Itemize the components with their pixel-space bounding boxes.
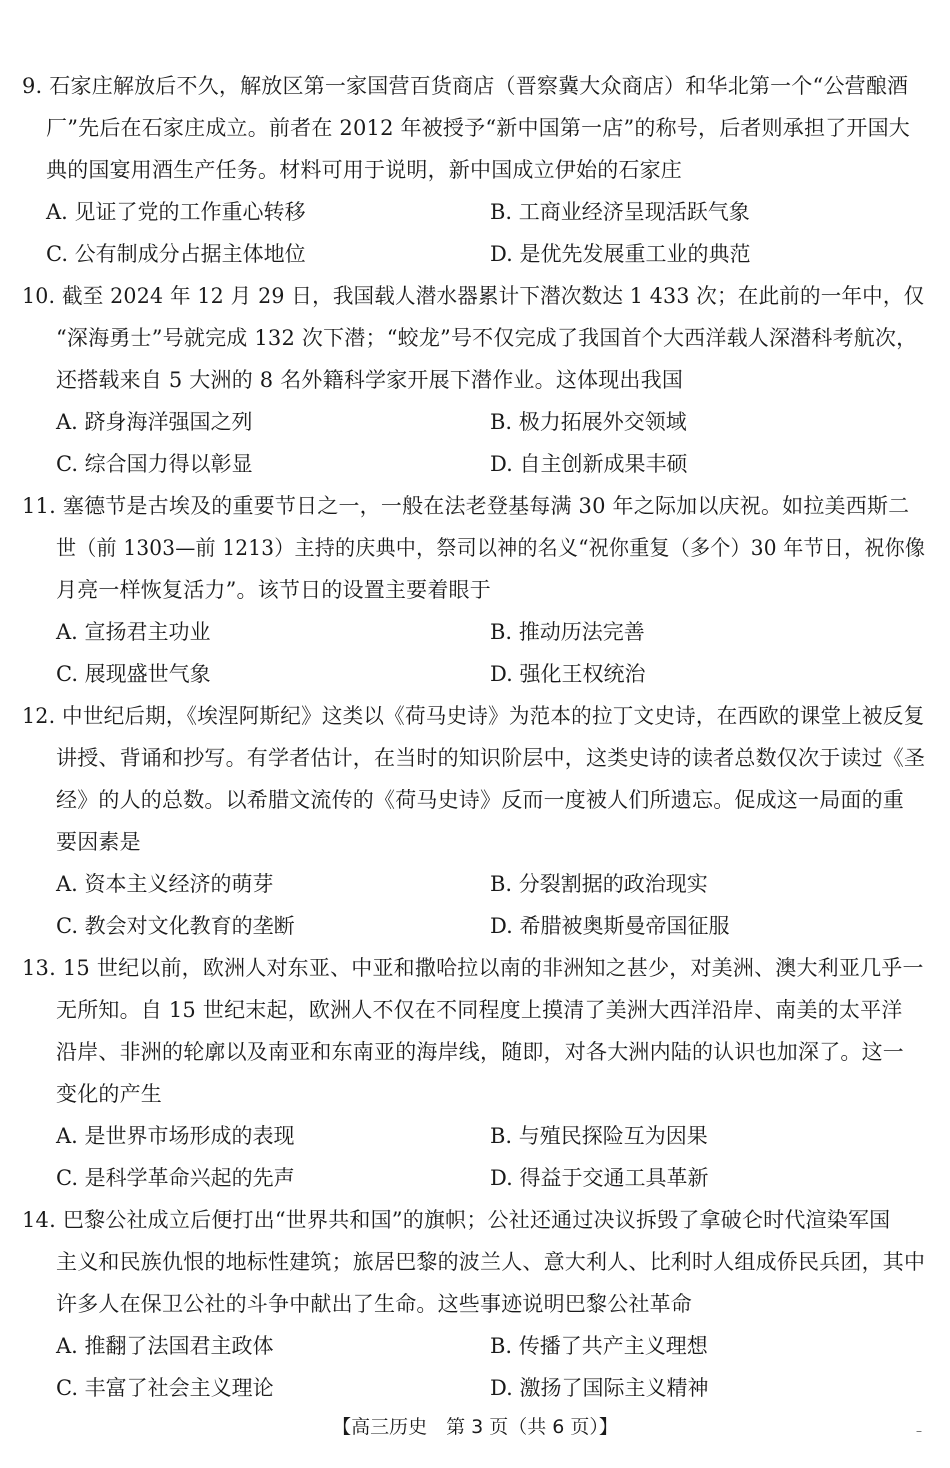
option-c: C. 教会对文化教育的垄断 xyxy=(56,914,295,938)
question-stem-line: 要因素是 xyxy=(56,830,141,854)
option-c: C. 展现盛世气象 xyxy=(56,662,211,686)
option-c: C. 是科学革命兴起的先声 xyxy=(56,1166,295,1190)
question-stem-line: 变化的产生 xyxy=(56,1082,162,1106)
option-d: D. 希腊被奥斯曼帝国征服 xyxy=(490,914,730,938)
option-a: A. 是世界市场形成的表现 xyxy=(56,1124,295,1148)
option-b: B. 分裂割据的政治现实 xyxy=(490,872,708,896)
option-c: C. 公有制成分占据主体地位 xyxy=(46,242,306,266)
option-a: A. 资本主义经济的萌芽 xyxy=(56,872,274,896)
option-d: D. 强化王权统治 xyxy=(490,662,646,686)
question-stem-line: “深海勇士”号就完成 132 次下潜；“蛟龙”号不仅完成了我国首个大西洋载人深潜科考航次， xyxy=(56,326,918,350)
question-stem-line: 无所知。自 15 世纪末起，欧洲人不仅在不同程度上摸清了美洲大西洋沿岸、南美的太平洋 xyxy=(56,998,903,1022)
question-stem-line: 月亮一样恢复活力”。该节日的设置主要着眼于 xyxy=(56,578,491,602)
option-c: C. 丰富了社会主义理论 xyxy=(56,1376,274,1400)
question-stem-first-line: 10. 截至 2024 年 12 月 29 日，我国载人潜水器累计下潜次数达 1 433 次；在此前的一年中，仅 xyxy=(22,284,925,308)
question-stem-first-line: 9. 石家庄解放后不久，解放区第一家国营百货商店（晋察冀大众商店）和华北第一个“公营酿酒 xyxy=(22,74,909,98)
question-stem-first-line: 13. 15 世纪以前，欧洲人对东亚、中亚和撒哈拉以南的非洲知之甚少，对美洲、澳大利亚几乎一 xyxy=(22,956,924,980)
option-a: A. 见证了党的工作重心转移 xyxy=(46,200,306,224)
option-b: B. 与殖民探险互为因果 xyxy=(490,1124,708,1148)
corner-mark: – xyxy=(916,1424,922,1438)
option-b: B. 传播了共产主义理想 xyxy=(490,1334,708,1358)
question-stem-line: 厂”先后在石家庄成立。前者在 2012 年被授予“新中国第一店”的称号，后者则承担了开国大 xyxy=(46,116,910,140)
option-d: D. 是优先发展重工业的典范 xyxy=(490,242,751,266)
question-stem-line: 典的国宴用酒生产任务。材料可用于说明，新中国成立伊始的石家庄 xyxy=(46,158,682,182)
option-a: A. 宣扬君主功业 xyxy=(56,620,211,644)
option-d: D. 激扬了国际主义精神 xyxy=(490,1376,709,1400)
question-stem-line: 经》的人的总数。以希腊文流传的《荷马史诗》反而一度被人们所遗忘。促成这一局面的重 xyxy=(56,788,904,812)
option-d: D. 得益于交通工具革新 xyxy=(490,1166,709,1190)
question-stem-first-line: 11. 塞德节是古埃及的重要节日之一，一般在法老登基每满 30 年之际加以庆祝。如拉美西斯二 xyxy=(22,494,910,518)
question-stem-line: 许多人在保卫公社的斗争中献出了生命。这些事迹说明巴黎公社革命 xyxy=(56,1292,692,1316)
page-footer: 【高三历史 第 3 页（共 6 页）】 xyxy=(332,1416,618,1438)
question-stem-first-line: 12. 中世纪后期，《埃涅阿斯纪》这类以《荷马史诗》为范本的拉丁文史诗，在西欧的课堂上被反复 xyxy=(22,704,925,728)
question-stem-line: 沿岸、非洲的轮廓以及南亚和东南亚的海岸线，随即，对各大洲内陆的认识也加深了。这一 xyxy=(56,1040,904,1064)
option-d: D. 自主创新成果丰硕 xyxy=(490,452,688,476)
option-a: A. 推翻了法国君主政体 xyxy=(56,1334,274,1358)
option-c: C. 综合国力得以彰显 xyxy=(56,452,253,476)
question-stem-line: 世（前 1303—前 1213）主持的庆典中，祭司以神的名义“祝你重复（多个）30 年节日，祝你像 xyxy=(56,536,926,560)
question-stem-line: 主义和民族仇恨的地标性建筑；旅居巴黎的波兰人、意大利人、比利时人组成侨民兵团，其中 xyxy=(56,1250,926,1274)
question-stem-line: 还搭载来自 5 大洲的 8 名外籍科学家开展下潜作业。这体现出我国 xyxy=(56,368,684,392)
option-a: A. 跻身海洋强国之列 xyxy=(56,410,253,434)
option-b: B. 推动历法完善 xyxy=(490,620,645,644)
question-stem-first-line: 14. 巴黎公社成立后便打出“世界共和国”的旗帜；公社还通过决议拆毁了拿破仑时代渲染军国 xyxy=(22,1208,891,1232)
question-stem-line: 讲授、背诵和抄写。有学者估计，在当时的知识阶层中，这类史诗的读者总数仅次于读过《圣 xyxy=(56,746,926,770)
option-b: B. 工商业经济呈现活跃气象 xyxy=(490,200,750,224)
option-b: B. 极力拓展外交领域 xyxy=(490,410,687,434)
